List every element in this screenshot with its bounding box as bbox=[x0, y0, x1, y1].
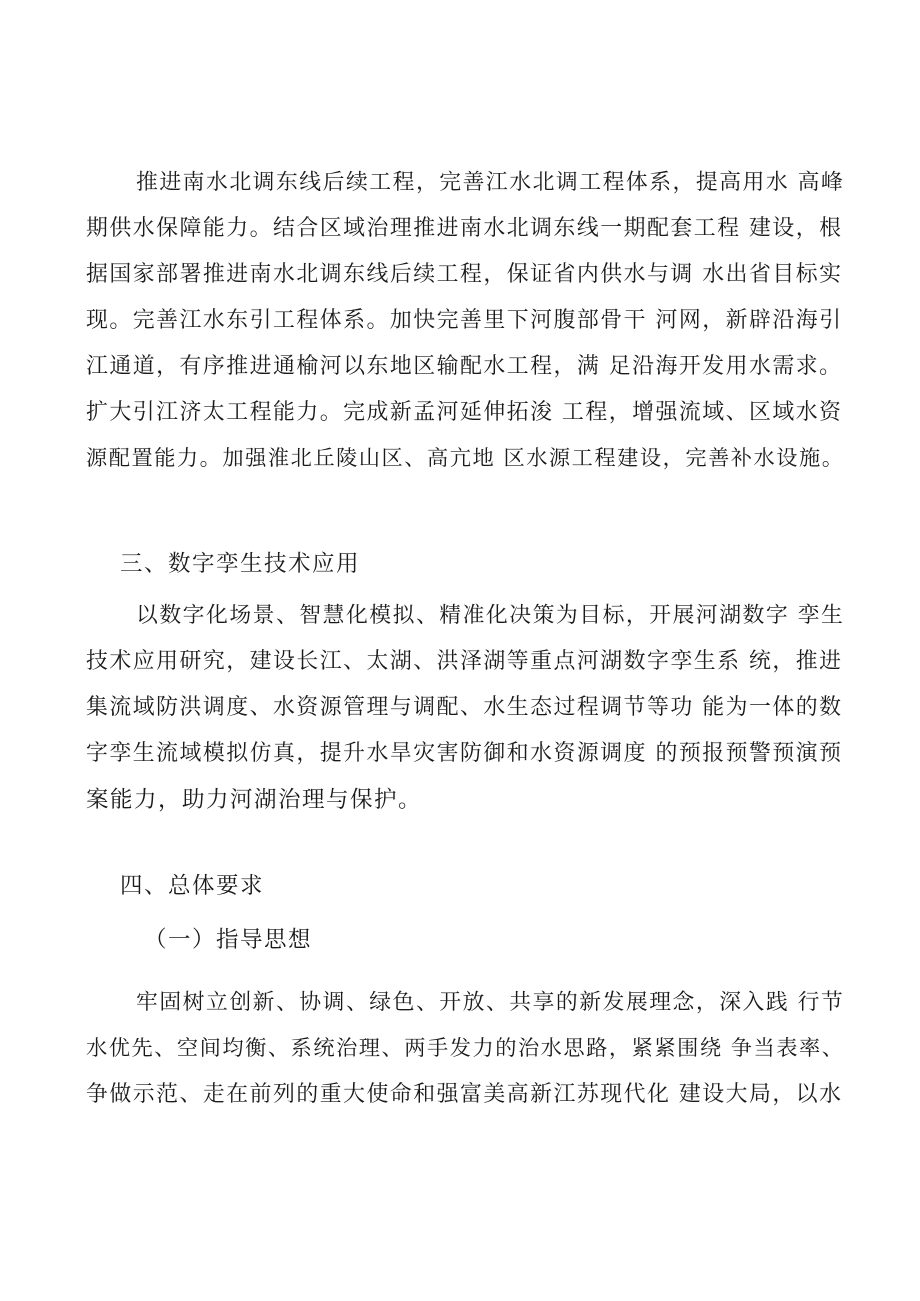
paragraph-line: 技术应用研究，建设长江、太湖、洪泽湖等重点河湖数字孪生系 统，推进 bbox=[86, 649, 843, 674]
paragraph-guiding-ideology bbox=[86, 980, 846, 1118]
paragraph-line: 水优先、空间均衡、系统治理、两手发力的治水思路，紧紧围绕 争当表率、 bbox=[86, 1036, 845, 1061]
section-heading-overall-requirements: 四、总体要求 bbox=[120, 873, 265, 899]
paragraph-line: 案能力，助力河湖治理与保护。 bbox=[86, 787, 423, 813]
paragraph-line: 江通道，有序推进通榆河以东地区输配水工程，满 足沿海开发用水需求。 bbox=[86, 354, 843, 379]
paragraph-line: 以数字化场景、智慧化模拟、精准化决策为目标，开展河湖数字 孪生 bbox=[136, 603, 845, 628]
paragraph-line: 现。完善江水东引工程体系。加快完善里下河腹部骨干 河网，新辟沿海引 bbox=[86, 308, 843, 333]
paragraph-line: 牢固树立创新、协调、绿色、开放、共享的新发展理念，深入践 行节 bbox=[136, 990, 845, 1015]
paragraph-digital-twin bbox=[86, 593, 846, 823]
section-heading-digital-twin: 三、数字孪生技术应用 bbox=[120, 551, 361, 577]
paragraph-line: 源配置能力。加强淮北丘陵山区、高亢地 区水源工程建设，完善补水设施。 bbox=[86, 446, 845, 471]
paragraph-water-diversion bbox=[86, 160, 846, 482]
paragraph-line: 据国家部署推进南水北调东线后续工程，保证省内供水与调 水出省目标实 bbox=[86, 262, 843, 287]
paragraph-line: 扩大引江济太工程能力。完成新孟河延伸拓浚 工程，增强流域、区域水资 bbox=[86, 400, 843, 425]
paragraph-line: 字孪生流域模拟仿真，提升水旱灾害防御和水资源调度 的预报预警预演预 bbox=[86, 741, 843, 766]
paragraph-line: 争做示范、走在前列的重大使命和强富美高新江苏现代化 建设大局，以水 bbox=[86, 1082, 843, 1107]
paragraph-line: 集流域防洪调度、水资源管理与调配、水生态过程调节等功 能为一体的数 bbox=[86, 695, 843, 720]
subsection-heading-guiding-ideology: （一）指导思想 bbox=[144, 927, 313, 953]
paragraph-line: 期供水保障能力。结合区域治理推进南水北调东线一期配套工程 建设，根 bbox=[86, 216, 843, 241]
paragraph-line: 推进南水北调东线后续工程，完善江水北调工程体系，提高用水 高峰 bbox=[136, 170, 845, 195]
